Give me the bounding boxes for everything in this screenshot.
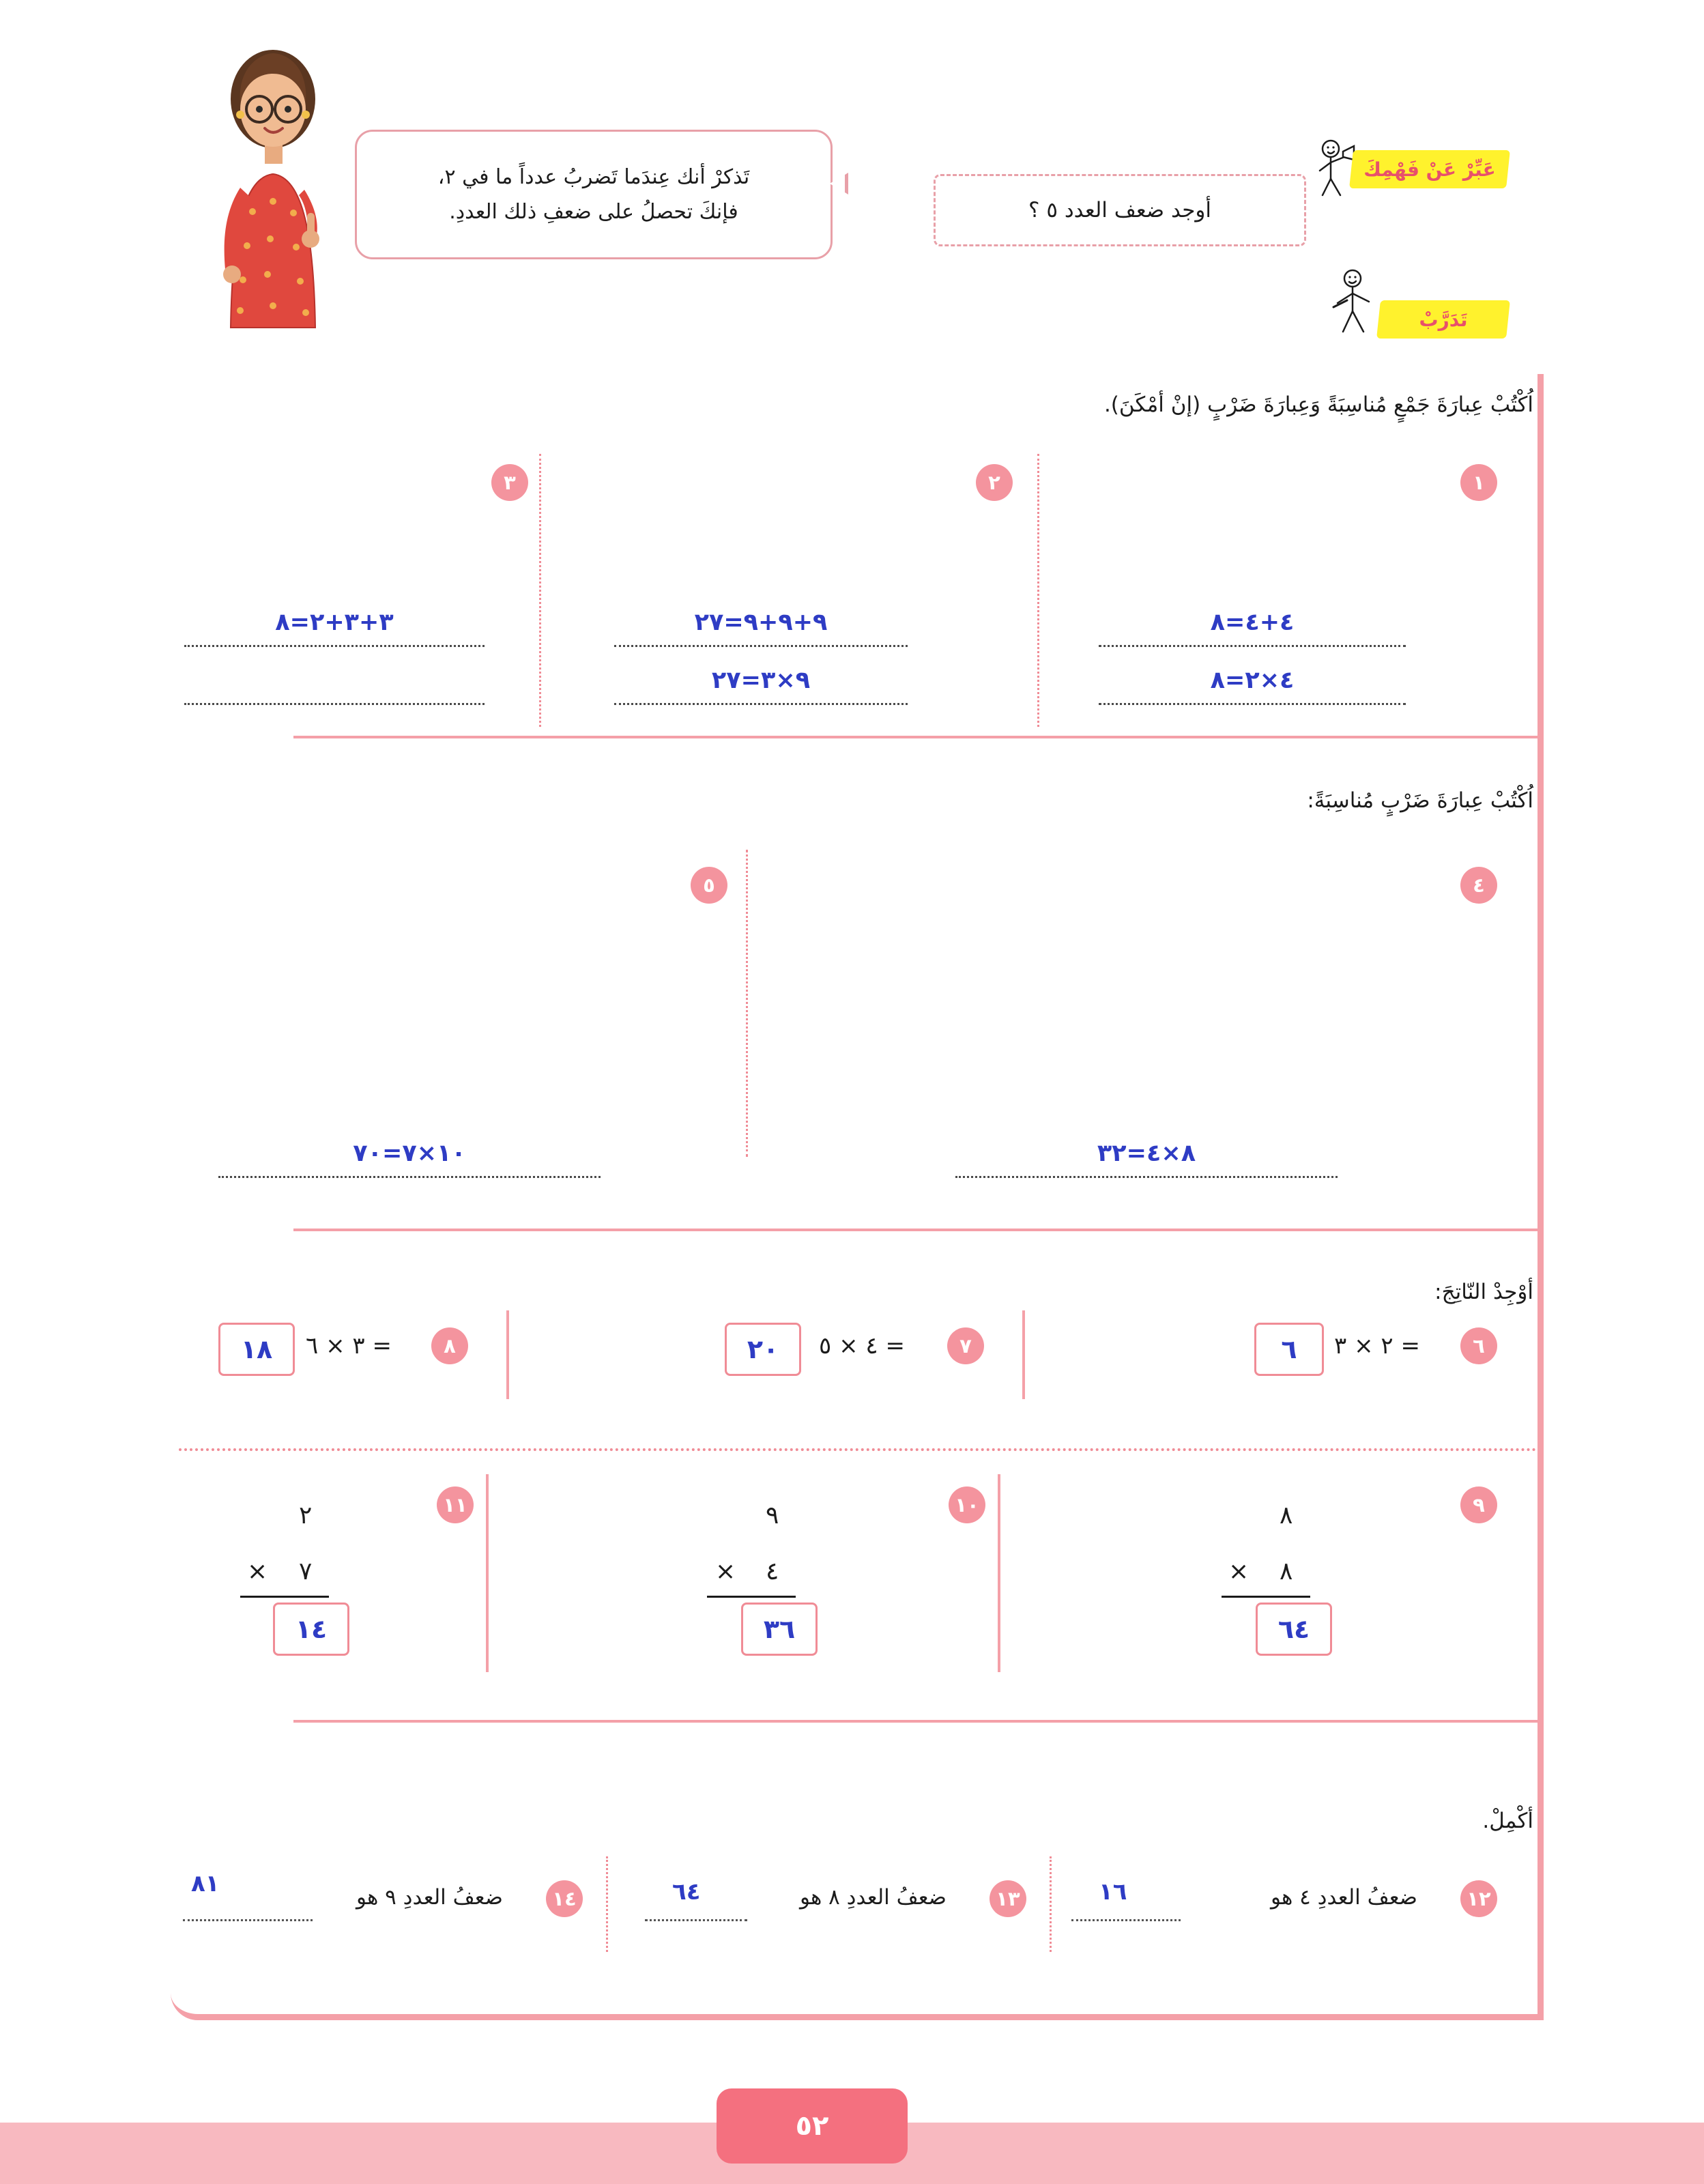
badge-exercise-8: ٨	[431, 1327, 468, 1364]
instruction-3: أوْجِدْ النّاتِجَ:	[1434, 1280, 1533, 1304]
exercise-10-top: ٩	[766, 1502, 779, 1529]
writing-stickman-icon	[1324, 266, 1385, 341]
exercise-13-answer[interactable]: ٦٤	[672, 1878, 701, 1906]
exercise-14-text: ضعفُ العددِ ٩ هو	[356, 1885, 503, 1910]
badge-exercise-5: ٥	[691, 867, 727, 904]
exercise-6-answer[interactable]: ٦	[1254, 1323, 1324, 1376]
exercise-2-answer-2: ٩×٣=٢٧	[711, 667, 811, 694]
exercise-6-expression: ٢ × ٣ =	[1334, 1332, 1420, 1360]
hint-bubble	[355, 130, 833, 259]
exercise-7-expression: ٤ × ٥ =	[819, 1332, 905, 1360]
exercise-1-answer-1: ٤+٤=٨	[1210, 609, 1295, 636]
exercise-11-top: ٢	[299, 1502, 313, 1529]
girl-illustration	[205, 34, 341, 341]
exercise-14-answer[interactable]: ٨١	[191, 1870, 220, 1897]
badge-exercise-1: ١	[1460, 464, 1497, 501]
exercise-12-answer[interactable]: ١٦	[1099, 1878, 1127, 1906]
exercise-11-answer[interactable]: ١٤	[273, 1603, 349, 1656]
badge-exercise-11: ١١	[437, 1486, 474, 1523]
hint-line-2: فإنكَ تحصلُ على ضعفِ ذلك العددِ.	[449, 200, 738, 224]
hint-line-1: تَذكرْ أنك عِندَما تَضربُ عدداً ما في ٢،	[437, 165, 750, 189]
badge-exercise-4: ٤	[1460, 867, 1497, 904]
exercise-13-text: ضعفُ العددِ ٨ هو	[799, 1885, 947, 1910]
banner-practice	[1378, 300, 1508, 339]
exercise-7-answer[interactable]: ٢٠	[725, 1323, 801, 1376]
banner-practice-label: تَدَرَّبْ	[1419, 308, 1468, 331]
exercise-4-answer: ٨×٤=٣٢	[1097, 1140, 1196, 1167]
exercise-2-answer-1: ٩+٩+٩=٢٧	[694, 609, 828, 636]
exercise-1-answer-2: ٤×٢=٨	[1210, 667, 1295, 694]
exercise-8-expression: ٣ × ٦ =	[306, 1332, 392, 1360]
exercise-5-answer: ١٠×٧=٧٠	[353, 1140, 466, 1167]
exercise-9-answer[interactable]: ٦٤	[1256, 1603, 1332, 1656]
exercise-3-answer-1: ٣+٣+٢=٨	[275, 609, 394, 636]
badge-exercise-7: ٧	[947, 1327, 984, 1364]
exercise-12-text: ضعفُ العددِ ٤ هو	[1270, 1885, 1417, 1910]
express-question-text: أوجد ضعف العدد ٥ ؟	[1028, 198, 1212, 222]
badge-exercise-3: ٣	[491, 464, 528, 501]
badge-exercise-9: ٩	[1460, 1486, 1497, 1523]
banner-express-understanding	[1351, 150, 1508, 188]
exercise-9-operator: ×	[1228, 1557, 1250, 1585]
instruction-2: اُكْتُبْ عِبارَةَ ضَرْبٍ مُناسِبَةً:	[1307, 788, 1533, 813]
badge-exercise-13: ١٣	[990, 1880, 1026, 1917]
exercise-9-bottom: ٨	[1280, 1557, 1293, 1585]
exercise-11-operator: ×	[247, 1557, 268, 1585]
exercise-8-answer[interactable]: ١٨	[218, 1323, 295, 1376]
exercise-10-operator: ×	[715, 1557, 736, 1585]
exercise-11-bottom: ٧	[299, 1557, 313, 1585]
instruction-1: اُكْتُبْ عِبارَةَ جَمْعٍ مُناسِبَةً وَعِبارَةَ ضَرْبٍ (إنْ أمْكَنَ).	[1103, 392, 1533, 417]
instruction-4: أكْمِلْ.	[1482, 1809, 1533, 1833]
express-question-box	[934, 174, 1306, 246]
page-number: ٥٢	[717, 2088, 908, 2164]
badge-exercise-14: ١٤	[546, 1880, 583, 1917]
badge-exercise-2: ٢	[976, 464, 1013, 501]
exercise-9-top: ٨	[1280, 1502, 1293, 1529]
banner-express-label: عَبِّرْ عَنْ فَهْمِكَ	[1363, 158, 1496, 181]
badge-exercise-10: ١٠	[949, 1486, 985, 1523]
badge-exercise-6: ٦	[1460, 1327, 1497, 1364]
exercise-10-answer[interactable]: ٣٦	[741, 1603, 818, 1656]
exercise-10-bottom: ٤	[766, 1557, 779, 1585]
badge-exercise-12: ١٢	[1460, 1880, 1497, 1917]
